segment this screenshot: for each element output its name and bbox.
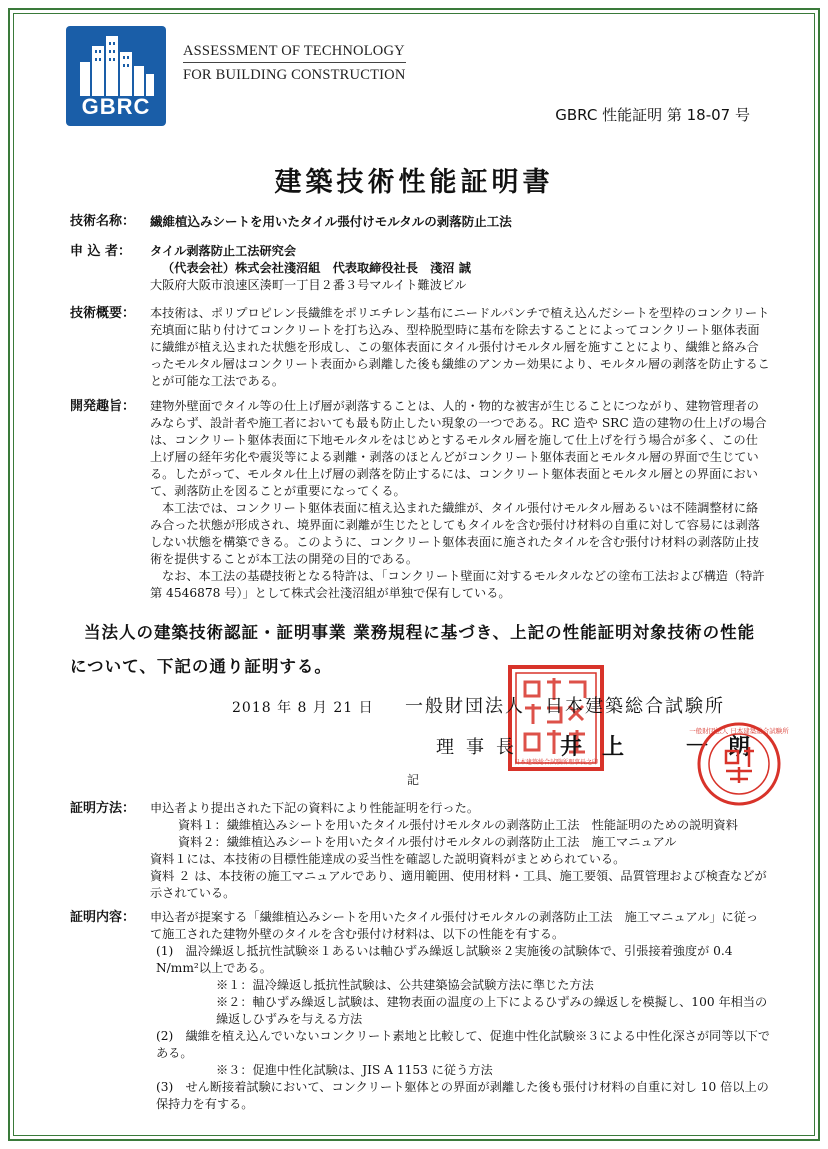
overview-label: 技術概要： [70,306,136,321]
content-item-2: (2) 繊維を植え込んでいないコンクリート素地と比較して、促進中性化試験※３による中性化深さが同等以下である。 [156,1029,770,1060]
org-line-1: ASSESSMENT OF TECHNOLOGY [183,43,405,59]
method-reference-3: 資料１には、本技術の目標性能達成の妥当性を確認した説明資料がまとめられている。 [150,852,626,866]
content-note-1: ※１：温冷繰返し抵抗性試験は、公共建築協会試験方法に準じた方法 [216,978,594,992]
ki-marker: 記 [407,773,420,787]
square-seal-text: 日本建築総合試験所理事長之印 [513,759,599,766]
certification-statement: 当法人の建築技術認証・証明事業 業務規程に基づき、上記の性能証明対象技術の性能について、下記の通り証明する。 [70,623,756,676]
organization-english-name [183,40,406,86]
method-label: 証明方法： [70,801,136,816]
method-reference-1: 資料１：繊維植込みシートを用いたタイル張付けモルタルの剥落防止工法 性能証明のための説明資料 [178,818,738,832]
round-seal-text: 一般財団法人 日本建築総合試験所 [689,727,789,735]
gbrc-logo [66,26,166,126]
purpose-paragraph-1: 建物外壁面でタイル等の仕上げ層が剥落することは、人的・物的な被害が生じることにつながり、建物管理者のみならず、設計者や施工者においても最も防止したい現象の一つである。RC 造や SRC 造の建物の仕上げの場合は、コンクリート躯体表面に下地モルタルをはじめとするモルタル層を施して仕上げを行う場合が多く、この仕上げ層の経年劣化や震災等による剥離・剥落のほとんどがコンクリート躯体表面とモルタル層の界面で生じている。したがって、モルタル仕上げ層の剥落を防止するには、コンクリート躯体表面とモルタル層との界面において、剥落防止を図ることが重要になってくる。 [150,399,767,498]
content-item-1: (1) 温冷繰返し抵抗性試験※１あるいは軸ひずみ繰返し試験※２実施後の試験体で、引張接着強度が 0.4 N/mm²以上である。 [156,944,733,975]
applicant-line-1: タイル剥落防止工法研究会 [150,244,297,258]
round-seal-icon [689,721,789,807]
applicant-section [70,243,770,294]
purpose-paragraph-2: 本工法では、コンクリート躯体表面に植え込まれた繊維が、タイル張付けモルタル層あるいは不陸調整材に絡み合った状態が形成され、境界面に剥離が生じたとしてもタイルを含む張付け材料の自重に対して容易には剥落しない状態を構築できる。このように、コンクリート躯体表面に施されたタイルを含む張付け材料の剥落防止技術を提供することが本工法の開発の目的である。 [150,501,760,566]
purpose-label: 開発趣旨： [70,399,136,414]
method-section [70,800,770,902]
technology-name-label: 技術名称： [70,214,136,229]
official-round-seal [689,721,789,807]
method-reference-4: 資料 ２ は、本技術の施工マニュアルであり、適用範囲、使用材料・工具、施工要領、品質管理および検査などが示されている。 [150,869,767,900]
technology-name-value: 繊維植込みシートを用いたタイル張付けモルタルの剥落防止工法 [150,214,512,229]
content-section [70,909,770,1113]
overview-text: 本技術は、ポリプロピレン長繊維をポリエチレン基布にニードルパンチで植え込んだシートを型枠のコンクリート充填面に貼り付けてコンクリートを打ち込み、型枠脱型時に基布を除去することによってコンクリート躯体表面に繊維が植え込まれた状態を形成し、この躯体表面にタイル張付けモルタル層を施すことにより、繊維と絡み合ったモルタル層はコンクリート表面から剥離した後も繊維のアンカー効果により、モルタル層の剥落を防止することが可能な工法である。 [150,306,770,388]
applicant-label: 申 込 者： [70,244,132,259]
logo-text: GBRC [81,94,151,119]
content-note-3: ※３：促進中性化試験は、JIS A 1153 に従う方法 [216,1063,493,1077]
director-title: 理事長 [436,737,526,758]
overview-section [70,305,770,390]
content-note-2: ※２：軸ひずみ繰返し試験は、建物表面の温度の上下によるひずみの繰返しを模擬し、100 年相当の繰返しひずみを与える方法 [216,995,768,1026]
applicant-line-3: 大阪府大阪市浪速区湊町一丁目２番３号マルイト難波ビル [150,278,467,292]
applicant-line-2: （代表会社）株式会社淺沼組 代表取締役社長 淺沼 誠 [162,261,471,275]
issuer-name: 一般財団法人 日本建築総合試験所 [405,696,725,717]
technology-name-section [70,213,770,230]
org-line-2: FOR BUILDING CONSTRUCTION [183,62,406,86]
purpose-paragraph-3: なお、本工法の基礎技術となる特許は、「コンクリート壁面に対するモルタルなどの塗布工法および構造（特許第 4546878 号）」として株式会社淺沼組が単独で保有している。 [150,569,765,600]
purpose-section [70,398,770,602]
director-name: 井上 一朗 [560,734,771,760]
issue-date: 2018 年 8 月 21 日 [232,700,374,716]
certificate-number: GBRC 性能証明 第 18-07 号 [555,106,750,124]
content-item-3: (3) せん断接着試験において、コンクリート躯体との界面が剥離した後も張付け材料の自重に対し 10 倍以上の保持力を有する。 [156,1080,769,1111]
method-intro: 申込者より提出された下記の資料により性能証明を行った。 [150,801,480,815]
content-intro: 申込者が提案する「繊維植込みシートを用いたタイル張付けモルタルの剥落防止工法 施工マニュアル」に従って施工された建物外壁のタイルを含む張付け材料は、以下の性能を有する。 [150,910,759,941]
method-reference-2: 資料２：繊維植込みシートを用いたタイル張付けモルタルの剥落防止工法 施工マニュアル [178,835,677,849]
content-label: 証明内容： [70,910,136,925]
document-title: 建築技術性能証明書 [274,167,554,198]
